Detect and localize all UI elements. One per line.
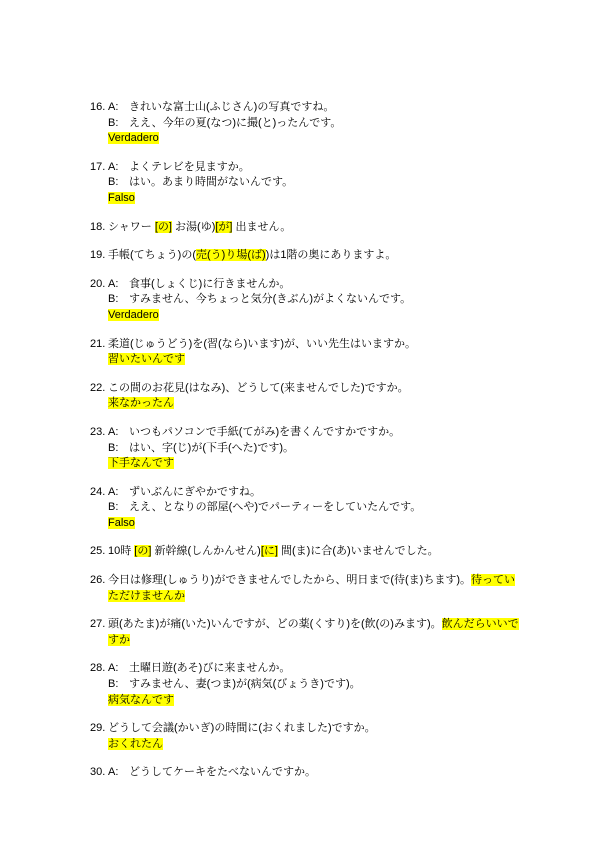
question-22: [90, 381, 522, 412]
question-number: 29.: [90, 722, 106, 735]
question-body: [108, 337, 520, 368]
question-number: 18.: [90, 220, 106, 233]
question-number: 17.: [90, 160, 106, 173]
answer-line: [108, 352, 520, 368]
speaker-a-line: [108, 100, 520, 116]
answer-line: [108, 131, 520, 147]
question-text: どうして会議(かいぎ)の時間に(おくれました)ですか。: [108, 722, 376, 735]
question-text: 柔道(じゅうどう)を(習(なら)います)が、いい先生はいますか。: [108, 337, 416, 350]
speaker-b-line: [108, 292, 520, 308]
question-text: [108, 248, 520, 264]
question-body: [108, 661, 520, 708]
speaker-b-label: B:: [108, 501, 119, 514]
question-number: 25.: [90, 545, 106, 558]
question-18: [90, 220, 522, 236]
speaker-a-line: [108, 661, 520, 677]
speaker-b-label: B:: [108, 678, 119, 691]
question-body: [108, 721, 520, 752]
answer-line: [108, 456, 520, 472]
question-19: [90, 248, 522, 264]
answer-highlight: Verdadero: [108, 132, 159, 145]
question-number: 23.: [90, 425, 106, 438]
answer-highlight: Falso: [108, 516, 135, 529]
speaker-b-label: B:: [108, 116, 119, 129]
answer-highlight: おくれたん: [108, 737, 163, 750]
answer-highlight: 下手なんです: [108, 457, 174, 470]
question-29: [90, 721, 522, 752]
question-21: [90, 337, 522, 368]
speaker-a-text: いつもパソコンで手紙(てがみ)を書くんですかですか。: [129, 425, 401, 438]
question-body: [108, 160, 520, 207]
speaker-a-label: A:: [108, 160, 119, 173]
question-body: [108, 100, 520, 147]
question-text-part: シャワー: [108, 220, 155, 233]
answer-line: [108, 737, 520, 753]
question-body: [108, 485, 520, 532]
answer-line: [108, 693, 520, 709]
question-body: [108, 765, 520, 781]
speaker-b-line: [108, 116, 520, 132]
question-body: [108, 617, 520, 648]
answer-highlight: Verdadero: [108, 308, 159, 321]
speaker-b-text: すみません、今ちょっと気分(きぶん)がよくないんです。: [129, 293, 412, 306]
question-17: [90, 160, 522, 207]
question-number: 30.: [90, 766, 106, 779]
speaker-b-text: はい。あまり時間がないんです。: [129, 176, 294, 189]
speaker-a-label: A:: [108, 766, 119, 779]
question-number: 26.: [90, 574, 106, 587]
answer-line: [108, 191, 520, 207]
question-28: [90, 661, 522, 708]
speaker-b-text: はい、字(じ)が(下手(へた)です)。: [129, 441, 294, 454]
question-text-part: 新幹線(しんかんせん): [151, 545, 261, 558]
question-20: [90, 277, 522, 324]
answer-line: [108, 308, 520, 324]
speaker-a-text: ずいぶんにぎやかですね。: [129, 485, 261, 498]
question-text: [108, 544, 520, 560]
question-text-part: )は1階の奥にありますよ。: [265, 249, 397, 262]
speaker-a-line: [108, 765, 520, 781]
answer-highlight: 習いたいんです: [108, 353, 185, 366]
answer-blank: [に]: [260, 545, 278, 558]
speaker-a-text: 食事(しょくじ)に行きませんか。: [129, 277, 291, 290]
speaker-a-label: A:: [108, 662, 119, 675]
question-number: 27.: [90, 618, 106, 631]
speaker-b-text: すみません、妻(つま)が(病気(びょうき)です)。: [129, 678, 361, 691]
question-text-part: 間(ま)に合(あ)いませんでした。: [277, 545, 439, 558]
answer-blank: [が]: [215, 220, 233, 233]
speaker-b-line: [108, 677, 520, 693]
speaker-a-label: A:: [108, 485, 119, 498]
question-body: [108, 381, 520, 412]
question-number: 21.: [90, 337, 106, 350]
speaker-b-line: [108, 500, 520, 516]
question-text: 頭(あたま)が痛(いた)いんですが、どの薬(くすり)を(飲(の)みます)。: [108, 618, 442, 631]
speaker-a-text: きれいな富士山(ふじさん)の写真ですね。: [129, 101, 335, 113]
speaker-b-label: B:: [108, 176, 119, 189]
answer-highlight: Falso: [108, 191, 135, 204]
answer-blank: [の]: [134, 545, 152, 558]
speaker-a-text: 土曜日遊(あそ)びに来ませんか。: [129, 662, 291, 675]
question-number: 28.: [90, 662, 106, 675]
speaker-a-label: A:: [108, 101, 119, 113]
question-24: [90, 485, 522, 532]
question-number: 20.: [90, 277, 106, 290]
question-text: [108, 220, 520, 236]
answer-blank: 売(う)り場(ば): [196, 249, 266, 262]
speaker-b-line: [108, 175, 520, 191]
speaker-b-label: B:: [108, 441, 119, 454]
question-27: [90, 617, 522, 648]
question-25: [90, 544, 522, 560]
answer-line: [108, 516, 520, 532]
speaker-a-line: [108, 277, 520, 293]
answer-highlight: 来なかったん: [108, 397, 174, 410]
question-number: 16.: [90, 101, 106, 113]
question-26: [90, 573, 522, 604]
speaker-a-line: [108, 160, 520, 176]
speaker-a-label: A:: [108, 425, 119, 438]
speaker-b-label: B:: [108, 293, 119, 306]
answer-highlight: 病気なんです: [108, 693, 174, 706]
document-page: [90, 100, 522, 794]
question-body: [108, 277, 520, 324]
speaker-a-line: [108, 485, 520, 501]
speaker-b-text: ええ、となりの部屋(へや)でパーティーをしていたんです。: [129, 501, 422, 514]
question-text-part: 出ません。: [232, 220, 292, 233]
question-text-part: お湯(ゆ): [171, 220, 216, 233]
question-number: 22.: [90, 381, 106, 394]
question-30: [90, 765, 522, 781]
question-body: [108, 573, 520, 604]
question-23: [90, 425, 522, 472]
question-text: 今日は修理(しゅうり)ができませんでしたから、明日まで(待(ま)ちます)。: [108, 574, 471, 587]
answer-line: [108, 396, 520, 412]
speaker-a-text: よくテレビを見ますか。: [129, 160, 250, 173]
question-text-part: 10時: [108, 545, 135, 558]
answer-highlight: 飲んだらいいですか: [108, 618, 519, 646]
speaker-a-line: [108, 425, 520, 441]
speaker-a-text: どうしてケーキをたべないんですか。: [129, 766, 316, 779]
answer-highlight: 待っていただけませんか: [108, 574, 515, 602]
question-text: この間のお花見(はなみ)、どうして(来ませんでした)ですか。: [108, 381, 409, 394]
question-number: 24.: [90, 485, 106, 498]
speaker-a-label: A:: [108, 277, 119, 290]
speaker-b-line: [108, 441, 520, 457]
speaker-b-text: ええ、今年の夏(なつ)に撮(と)ったんです。: [129, 116, 342, 129]
question-number: 19.: [90, 249, 106, 262]
question-16: [90, 100, 522, 147]
answer-blank: [の]: [154, 220, 172, 233]
question-body: [108, 425, 520, 472]
question-text-part: 手帳(てちょう)の(: [108, 249, 196, 262]
